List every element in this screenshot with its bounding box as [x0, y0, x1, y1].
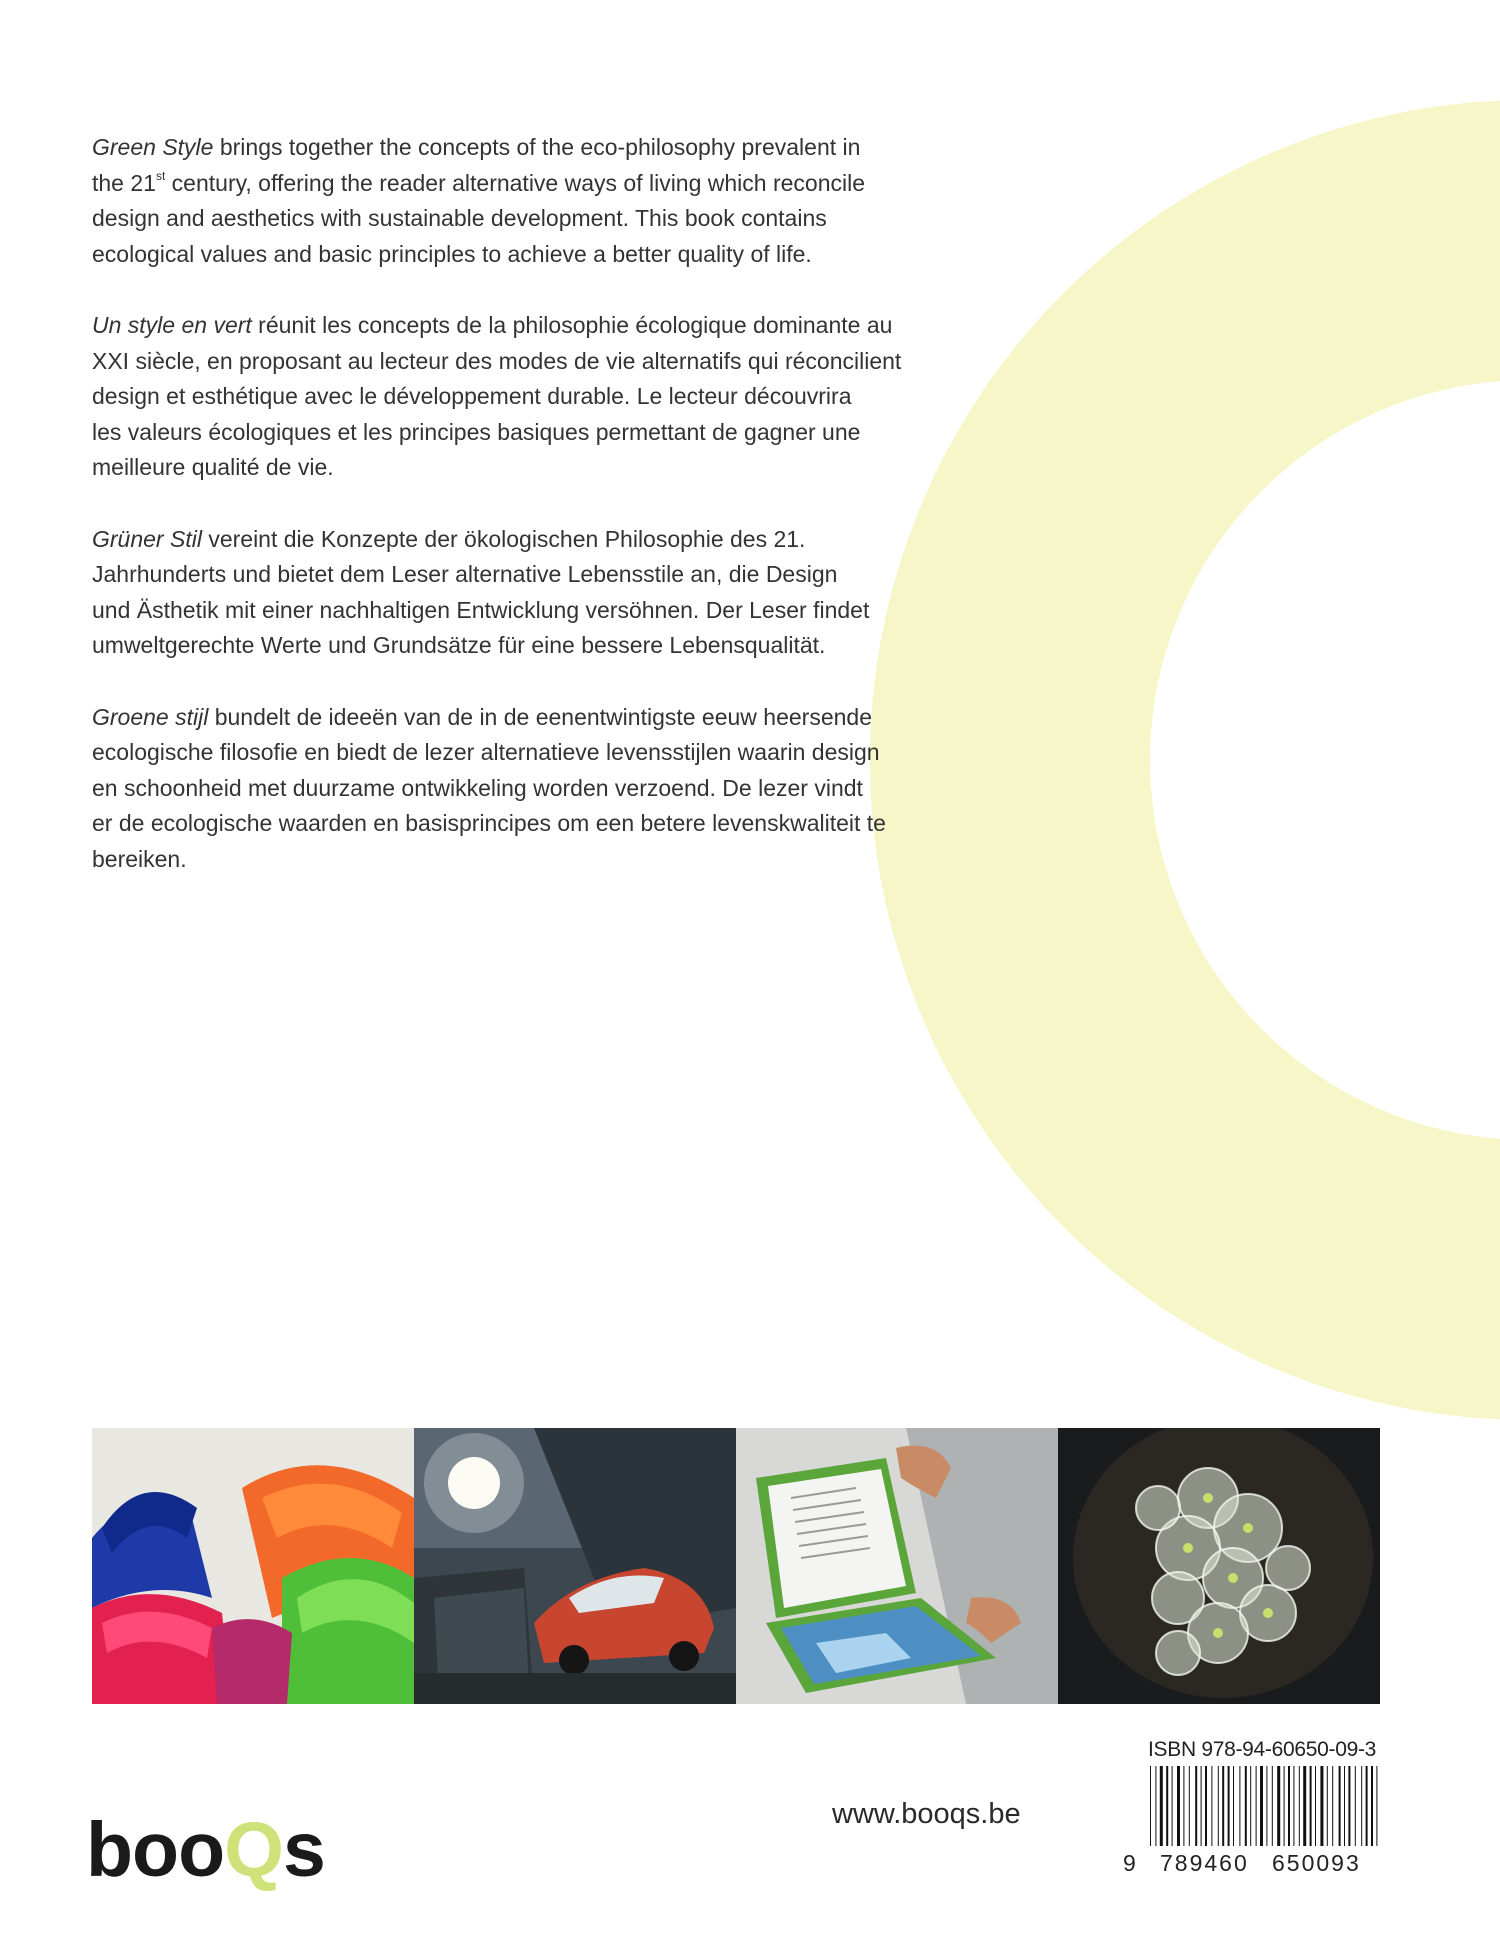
barcode-bar: [1222, 1766, 1224, 1846]
barcode-bar: [1315, 1766, 1316, 1846]
barcode-bar: [1376, 1766, 1377, 1846]
booqs-logo: [86, 1807, 325, 1893]
barcode-digit-first: 9: [1123, 1850, 1136, 1876]
barcode-bar: [1366, 1766, 1368, 1846]
barcode-bar: [1201, 1766, 1202, 1846]
barcode: [1150, 1766, 1384, 1846]
isbn-label: ISBN 978-94-60650-09-3: [1148, 1738, 1377, 1761]
barcode-bar: [1233, 1766, 1234, 1846]
barcode-bar: [1250, 1766, 1251, 1846]
logo-text-pre: boo: [86, 1807, 225, 1893]
barcode-bar: [1205, 1766, 1207, 1846]
paragraph-german: [92, 522, 962, 664]
barcode-bar: [1303, 1766, 1306, 1846]
barcode-bar: [1260, 1766, 1263, 1846]
barcode-bars: [1150, 1766, 1377, 1846]
barcode-bar: [1150, 1766, 1151, 1846]
french-text: réunit les concepts de la philosophie écologique dominante au XXI siècle, en proposant au lecteur des modes de vie alternatifs qui réconcilient design et esthétique avec le développement durable. Le lecteur découvrira les valeurs écologiques et les principes basiques permettant de gagner une meilleure qualité de vie.: [92, 312, 902, 480]
title-german: Grüner Stil: [92, 525, 202, 552]
tablet-laptop-photo: [736, 1428, 1058, 1704]
barcode-digits-right: 650093: [1272, 1850, 1361, 1876]
barcode-bar: [1195, 1766, 1197, 1846]
german-text: vereint die Konzepte der ökologischen Philosophie des 21. Jahrhunderts und bietet dem Leser alternative Lebensstile an, die Design und Ästhetik mit einer nachhaltigen Entwicklung versöhnen. Der Leser findet umweltgerechte Werte und Grundsätze für eine bessere Lebensqualität.: [92, 525, 870, 658]
barcode-bar: [1211, 1766, 1212, 1846]
english-text-part1: brings together the concepts of the eco-philosophy prevalent in the 21: [92, 134, 861, 196]
barcode-bar: [1183, 1766, 1184, 1846]
barcode-bar: [1348, 1766, 1350, 1846]
barcode-bar: [1155, 1766, 1156, 1846]
barcode-bar: [1299, 1766, 1300, 1846]
flower-garment-photo: [1058, 1428, 1380, 1704]
barcode-bar: [1218, 1766, 1219, 1846]
barcode-bar: [1320, 1766, 1323, 1846]
title-english: Green Style: [92, 134, 214, 160]
barcode-bar: [1239, 1766, 1240, 1846]
barcode-bar: [1245, 1766, 1247, 1846]
barcode-bar: [1371, 1766, 1373, 1846]
photo-strip: [92, 1428, 1380, 1704]
barcode-digits-left: 789460: [1160, 1850, 1249, 1876]
barcode-bar: [1284, 1766, 1285, 1846]
barcode-bar: [1361, 1766, 1362, 1846]
publisher-url[interactable]: www.booqs.be: [832, 1798, 1021, 1830]
description-block: [92, 130, 962, 913]
barcode-bar: [1272, 1766, 1273, 1846]
ring-shape: [1010, 240, 1500, 1280]
barcode-bar: [1189, 1766, 1190, 1846]
barcode-bar: [1228, 1766, 1230, 1846]
barcode-bar: [1339, 1766, 1341, 1846]
barcode-bar: [1288, 1766, 1290, 1846]
dutch-text: bundelt de ideeën van de in de eenentwintigste eeuw heersende ecologische filosofie en biedt de lezer alternatieve levensstijlen waarin design en schoonheid met duurzame ontwikkeling worden verzoend. De lezer vindt er de ecologische waarden en basisprincipes om een betere levenskwaliteit te bereiken.: [92, 703, 886, 872]
barcode-bar: [1355, 1766, 1356, 1846]
logo-q-letter: Q: [224, 1807, 284, 1893]
paragraph-english: [92, 130, 962, 272]
barcode-bar: [1293, 1766, 1294, 1846]
barcode-bar: [1166, 1766, 1168, 1846]
logo-text-post: s: [283, 1807, 325, 1893]
barcode-bar: [1332, 1766, 1333, 1846]
barcode-bar: [1172, 1766, 1173, 1846]
paragraph-dutch: [92, 700, 962, 878]
barcode-bar: [1344, 1766, 1345, 1846]
superscript-st: st: [155, 168, 166, 183]
barcode-bar: [1256, 1766, 1257, 1846]
barcode-bar: [1277, 1766, 1280, 1846]
barcode-bar: [1327, 1766, 1328, 1846]
solar-car-photo: [414, 1428, 736, 1704]
colorful-lamp-shades-photo: [92, 1428, 414, 1704]
title-french: Un style en vert: [92, 312, 252, 338]
paragraph-french: [92, 308, 962, 486]
english-text-part2: century, offering the reader alternative ways of living which reconcile design and aesthetics with sustainable development. This book contains ecological values and basic principles to achieve a better quality of life.: [92, 169, 866, 267]
barcode-bar: [1266, 1766, 1267, 1846]
barcode-bar: [1177, 1766, 1180, 1846]
barcode-bar: [1160, 1766, 1163, 1846]
title-dutch: Groene stijl: [92, 703, 209, 730]
barcode-bar: [1310, 1766, 1312, 1846]
